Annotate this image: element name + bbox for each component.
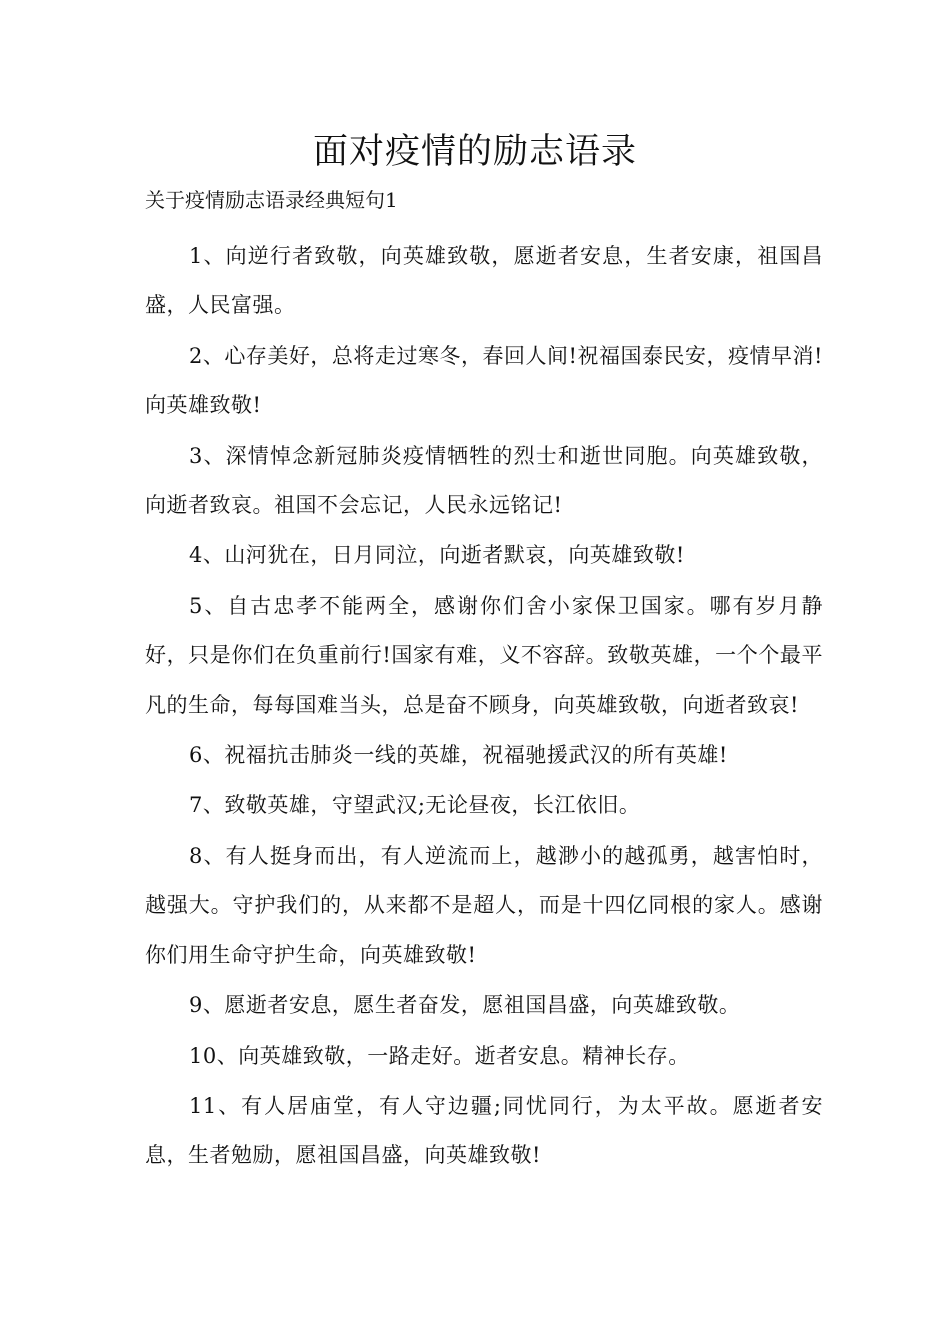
quote-paragraph-5: 5、自古忠孝不能两全，感谢你们舍小家保卫国家。哪有岁月静好，只是你们在负重前行!国家有难，义不容辞。致敬英雄，一个个最平凡的生命，每每国难当头，总是奋不顾身，向英雄致敬，向逝者致哀! xyxy=(145,593,823,717)
section-subtitle: 关于疫情励志语录经典短句1 xyxy=(145,188,398,212)
quote-paragraph-3: 3、深情悼念新冠肺炎疫情牺牲的烈士和逝世同胞。向英雄致敬，向逝者致哀。祖国不会忘记，人民永远铭记! xyxy=(145,443,823,518)
quote-paragraph-9: 9、愿逝者安息，愿生者奋发，愿祖国昌盛，向英雄致敬。 xyxy=(189,993,741,1018)
quote-paragraph-2: 2、心存美好，总将走过寒冬，春回人间!祝福国泰民安，疫情早消!向英雄致敬! xyxy=(145,343,823,418)
quote-paragraph-10: 10、向英雄致敬，一路走好。逝者安息。精神长存。 xyxy=(189,1043,690,1068)
quote-paragraph-11: 11、有人居庙堂，有人守边疆;同忧同行，为太平故。愿逝者安息，生者勉励，愿祖国昌盛，向英雄致敬! xyxy=(145,1093,823,1168)
page-title: 面对疫情的励志语录 xyxy=(312,132,637,172)
quote-paragraph-6: 6、祝福抗击肺炎一线的英雄，祝福驰援武汉的所有英雄! xyxy=(189,743,728,768)
quote-paragraph-1: 1、向逆行者致敬，向英雄致敬，愿逝者安息，生者安康，祖国昌盛，人民富强。 xyxy=(145,244,823,318)
quote-list xyxy=(145,232,823,1182)
quote-paragraph-4: 4、山河犹在，日月同泣，向逝者默哀，向英雄致敬! xyxy=(189,543,685,568)
quote-paragraph-8: 8、有人挺身而出，有人逆流而上，越渺小的越孤勇，越害怕时，越强大。守护我们的，从来都不是超人，而是十四亿同根的家人。感谢你们用生命守护生命，向英雄致敬! xyxy=(145,843,823,967)
quote-paragraph-7: 7、致敬英雄，守望武汉;无论昼夜，长江依旧。 xyxy=(189,793,641,818)
